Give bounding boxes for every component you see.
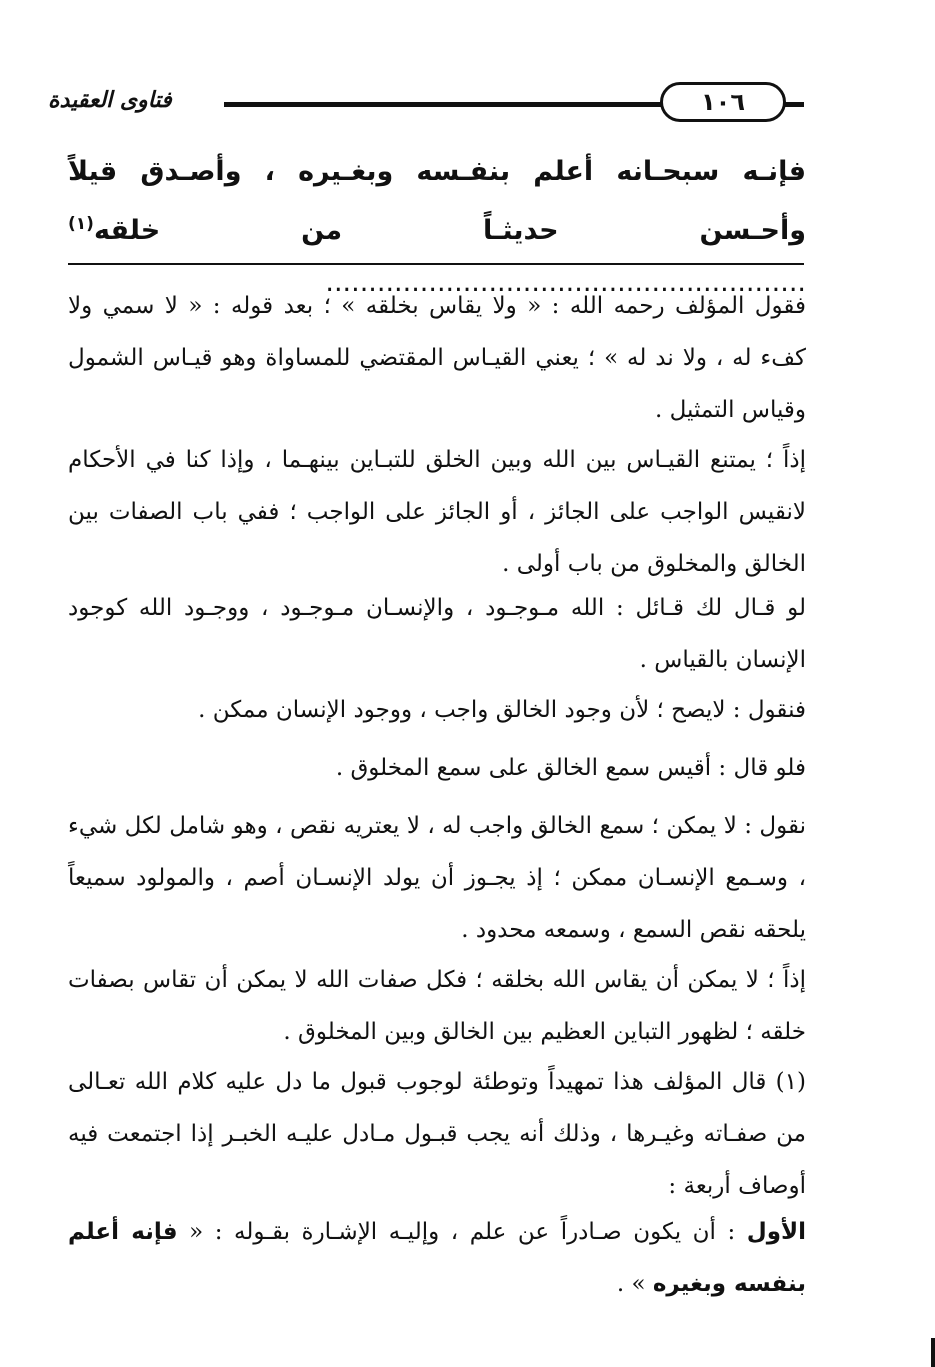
section-separator [68, 263, 804, 265]
page-edge-mark [931, 1338, 935, 1367]
dotted-leader: ........................................................ [325, 267, 806, 298]
paragraph-6: نقول : لا يمكن ؛ سمع الخالق واجب له ، لا يعتريه نقص ، وهو شامل لكل شيء ، وسـمع الإنسـان ممكن ؛ إذ يجـوز أن يولد الإنسـان أصم ، والمولود سميعاً يلحقه نقص السمع ، وسمعه محدود . [68, 813, 806, 943]
footnote-first-point [68, 1206, 806, 1310]
page-header [48, 82, 804, 128]
footnote-text: (١) قال المؤلف هذا تمهيداً وتوطئة لوجوب قبول ما دل عليه كلام الله تعـالى من صفـاته وغيـرها ، وذلك أنه يجب قبـول مـادل عليـه الخبـر إذا اجتمعت فيه أوصاف أربعة : [68, 1069, 806, 1199]
paragraph-7: إذاً ؛ لا يمكن أن يقاس الله بخلقه ؛ فكل صفات الله لا يمكن أن تقاس بصفات خلقه ؛ لظهور التباين العظيم بين الخالق وبين المخلوق . [68, 967, 806, 1045]
paragraph-4: فنقول : لايصح ؛ لأن وجود الخالق واجب ، ووجود الإنسان ممكن . [198, 697, 806, 723]
first-point-end: » . [616, 1271, 646, 1297]
paragraph-2: إذاً ؛ يمتنع القيـاس بين الله وبين الخلق للتبـاين بينهـما ، وإذا كنا في الأحكام لانقيس الواجب على الجائز ، أو الجائز على الواجب ؛ ففي باب الصفات بين الخالق والمخلوق من باب أولى . [68, 447, 806, 577]
quoted-text-body: فإنـه سبحـانه أعلم بنفـسه وبغـيره ، وأصـدق قيلاً وأحـسن حديثـاً من خلقه [68, 156, 806, 246]
page-number: ١٠٦ [660, 82, 786, 122]
header-rule-left [224, 102, 712, 107]
first-point-term: الأول [746, 1219, 807, 1245]
first-point-text: : أن يكون صـادراً عن علم ، وإليـه الإشـارة بقـوله : « [189, 1219, 736, 1245]
paragraph-1: فقول المؤلف رحمه الله : « ولا يقاس بخلقه » ؛ بعد قوله : « لا سمي ولا كفء له ، ولا ند له » ؛ يعني القيـاس المقتضي للمساواة وهو قيـاس الشمول وقياس التمثيل . [68, 293, 806, 423]
running-title: فتاوى العقيدة [48, 88, 172, 113]
first-point-quote: فإنه أعلم بنفسه وبغيره [68, 1219, 806, 1297]
paragraph-5: فلو قال : أقيس سمع الخالق على سمع المخلوق . [335, 755, 806, 781]
paragraph-3: لو قـال لك قـائل : الله مـوجـود ، والإنسـان مـوجـود ، ووجـود الله كوجود الإنسان بالقياس . [68, 595, 806, 673]
footnote-reference: (١) [68, 214, 94, 234]
